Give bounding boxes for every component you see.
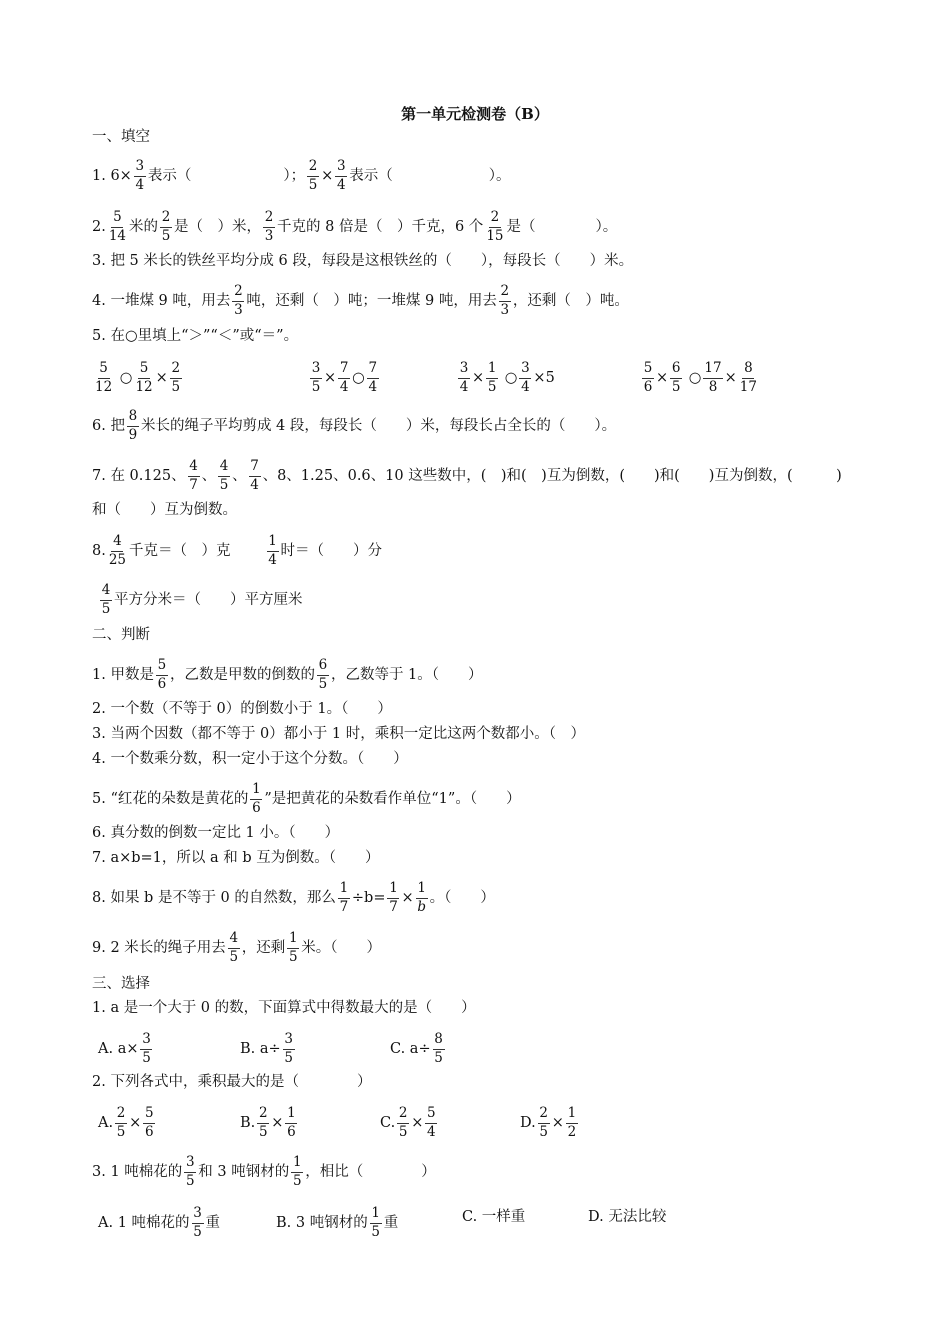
fraction: $\frac{5}{12}$ <box>95 360 113 395</box>
fraction: $\frac{4}{5}$ <box>229 930 239 965</box>
fraction: $\frac{2}{3}$ <box>264 209 274 244</box>
question-1-4: 4. 一堆煤 9 吨，用去 $\frac{2}{3}$ 吨，还剩（ ）吨；一堆煤 9 吨，用去 $\frac{2}{3}$ ，还剩（ ）吨。 <box>92 283 629 318</box>
fraction: $\frac{2}{5}$ <box>161 209 171 244</box>
question-3-3: 3. 1 吨棉花的 $\frac{3}{5}$ 和 3 吨钢材的 $\frac{1}{5}$ ，相比（ ） <box>92 1154 436 1189</box>
fraction: $\frac{4}{5}$ <box>219 458 229 493</box>
compare-item-2: $\frac{3}{5}$ × $\frac{7}{4}$ ○ $\frac{7}{4}$ <box>311 360 378 395</box>
fraction: $\frac{1}{4}$ <box>268 533 277 568</box>
option-3-3-d[interactable]: D. 无法比较 <box>588 1209 667 1225</box>
question-1-3: 3. 把 5 米长的铁丝平均分成 6 段，每段是这根铁丝的（ ），每段长（ ）米。 <box>92 253 634 269</box>
fraction: $\frac{1}{7}$ <box>339 880 349 915</box>
question-3-2: 2. 下列各式中，乘积最大的是（ ） <box>92 1074 372 1090</box>
fraction: $\frac{2}{5}$ <box>258 1105 268 1140</box>
fraction: $\frac{2}{5}$ <box>171 360 181 395</box>
fraction: $\frac{3}{4}$ <box>336 158 346 193</box>
question-1-7-cont: 和（ ）互为倒数。 <box>92 502 237 518</box>
fraction: $\frac{2}{15}$ <box>486 209 504 244</box>
question-1-1: 1. 6× $\frac{3}{4}$ 表示（ ）； $\frac{2}{5}$ × $\frac{3}{4}$ 表示（ ）。 <box>92 158 511 193</box>
option-3-3-b[interactable]: B. 3 吨钢材的 $\frac{1}{5}$ 重 <box>276 1205 399 1240</box>
fraction: $\frac{2}{3}$ <box>234 283 243 318</box>
question-2-3: 3. 当两个因数（都不等于 0）都小于 1 时，乘积一定比这两个数都小。（ ） <box>92 726 585 742</box>
page-title: 第一单元检测卷（B） <box>401 105 549 123</box>
fraction: $\frac{3}{4}$ <box>459 360 469 395</box>
option-3-2-b[interactable]: B. $\frac{2}{5}$ × $\frac{1}{6}$ <box>240 1105 296 1140</box>
fraction: $\frac{1}{5}$ <box>292 1154 302 1189</box>
fraction: $\frac{5}{14}$ <box>108 209 127 244</box>
section-heading-judge: 二、判断 <box>92 627 150 643</box>
section-heading-fill: 一、填空 <box>92 129 150 145</box>
fraction: $\frac{2}{5}$ <box>539 1105 549 1140</box>
fraction: $\frac{1}{2}$ <box>567 1105 577 1140</box>
option-3-1-a[interactable]: A. a× $\frac{3}{5}$ <box>98 1031 151 1066</box>
fraction: $\frac{4}{25}$ <box>108 533 127 568</box>
section-heading-choice: 三、选择 <box>92 976 150 992</box>
fraction: $\frac{4}{7}$ <box>189 458 198 493</box>
fraction: $\frac{3}{5}$ <box>193 1205 202 1240</box>
fraction: $\frac{3}{5}$ <box>142 1031 151 1066</box>
question-2-1: 1. 甲数是 $\frac{5}{6}$ ，乙数是甲数的倒数的 $\frac{6}{5}$ ，乙数等于 1。（ ） <box>92 657 483 692</box>
fraction: $\frac{5}{6}$ <box>144 1105 154 1140</box>
fraction: $\frac{1}{b}$ <box>417 880 426 915</box>
fraction: $\frac{1}{6}$ <box>287 1105 296 1140</box>
question-1-6: 6. 把 $\frac{8}{9}$ 米长的绳子平均剪成 4 段，每段长（ ）米，每段长占全长的（ ）。 <box>92 408 617 443</box>
question-1-2: 2. $\frac{5}{14}$ 米的 $\frac{2}{5}$ 是（ ）米， $\frac{2}{3}$ 千克的 8 倍是（ ）千克，6 个 $\frac{2}{15}$ 是（ ）。 <box>92 209 618 244</box>
fraction: $\frac{2}{3}$ <box>500 283 510 318</box>
fraction: $\frac{5}{4}$ <box>427 1105 436 1140</box>
option-3-1-b[interactable]: B. a÷ $\frac{3}{5}$ <box>240 1031 293 1066</box>
fraction: $\frac{1}{5}$ <box>288 930 298 965</box>
compare-item-1: $\frac{5}{12}$ ○ $\frac{5}{12}$ × $\frac{2}{5}$ <box>95 360 181 395</box>
fraction: $\frac{1}{6}$ <box>252 781 261 816</box>
fraction: $\frac{2}{5}$ <box>116 1105 126 1140</box>
option-3-2-a[interactable]: A. $\frac{2}{5}$ × $\frac{5}{6}$ <box>98 1105 154 1140</box>
fraction: $\frac{2}{5}$ <box>308 158 318 193</box>
compare-item-4: $\frac{5}{6}$ × $\frac{6}{5}$ ○ $\frac{17}{8}$ × $\frac{8}{17}$ <box>643 360 757 395</box>
fraction: $\frac{7}{4}$ <box>339 360 349 395</box>
fraction: $\frac{1}{5}$ <box>371 1205 381 1240</box>
fraction: $\frac{7}{4}$ <box>250 458 259 493</box>
fraction: $\frac{5}{6}$ <box>643 360 653 395</box>
question-2-9: 9. 2 米长的绳子用去 $\frac{4}{5}$ ，还剩 $\frac{1}{5}$ 米。（ ） <box>92 930 382 965</box>
fraction: $\frac{3}{4}$ <box>135 158 145 193</box>
fraction: $\frac{7}{4}$ <box>368 360 378 395</box>
fraction: $\frac{2}{5}$ <box>398 1105 408 1140</box>
question-1-5: 5. 在○里填上“＞”“＜”或“＝”。 <box>92 328 299 344</box>
question-2-4: 4. 一个数乘分数，积一定小于这个分数。（ ） <box>92 751 408 767</box>
question-3-1: 1. a 是一个大于 0 的数，下面算式中得数最大的是（ ） <box>92 1000 476 1016</box>
option-3-1-c[interactable]: C. a÷ $\frac{8}{5}$ <box>390 1031 443 1066</box>
fraction: $\frac{3}{5}$ <box>284 1031 293 1066</box>
compare-circle[interactable]: ○ <box>352 370 365 386</box>
option-3-3-c[interactable]: C. 一样重 <box>462 1209 526 1225</box>
question-1-8-cont: $\frac{4}{5}$ 平方分米＝（ ）平方厘米 <box>101 582 303 617</box>
option-3-2-d[interactable]: D. $\frac{2}{5}$ × $\frac{1}{2}$ <box>520 1105 577 1140</box>
fraction: $\frac{5}{12}$ <box>135 360 153 395</box>
fraction: $\frac{8}{17}$ <box>739 360 757 395</box>
compare-circle[interactable]: ○ <box>688 370 702 386</box>
compare-circle[interactable]: ○ <box>119 370 133 386</box>
compare-item-3: $\frac{3}{4}$ × $\frac{1}{5}$ ○ $\frac{3}{4}$ ×5 <box>459 360 555 395</box>
fraction: $\frac{17}{8}$ <box>704 360 722 395</box>
question-1-7: 7. 在 0.125、 $\frac{4}{7}$ 、 $\frac{4}{5}$ 、 $\frac{7}{4}$ 、8、1.25、0.6、10 这些数中，( )和( )互为倒数，( )和( )互为倒数，( ) <box>92 458 842 493</box>
question-2-2: 2. 一个数（不等于 0）的倒数小于 1。（ ） <box>92 701 392 717</box>
fraction: $\frac{1}{5}$ <box>487 360 497 395</box>
fraction: $\frac{8}{9}$ <box>128 408 138 443</box>
question-2-5: 5. “红花的朵数是黄花的 $\frac{1}{6}$ ”是把黄花的朵数看作单位“1”。（ ） <box>92 781 521 816</box>
fraction: $\frac{4}{5}$ <box>101 582 111 617</box>
fraction: $\frac{3}{5}$ <box>185 1154 195 1189</box>
fraction: $\frac{3}{5}$ <box>311 360 321 395</box>
fraction: $\frac{3}{4}$ <box>521 360 530 395</box>
question-2-6: 6. 真分数的倒数一定比 1 小。（ ） <box>92 825 340 841</box>
compare-circle[interactable]: ○ <box>504 370 518 386</box>
question-2-8: 8. 如果 b 是不等于 0 的自然数，那么 $\frac{1}{7}$ ÷b= $\frac{1}{7}$ × $\frac{1}{b}$ 。（ ） <box>92 880 495 915</box>
fraction: $\frac{8}{5}$ <box>434 1031 443 1066</box>
fraction: $\frac{6}{5}$ <box>318 657 328 692</box>
question-2-7: 7. a×b=1，所以 a 和 b 互为倒数。（ ） <box>92 850 380 866</box>
fraction: $\frac{6}{5}$ <box>671 360 681 395</box>
option-3-3-a[interactable]: A. 1 吨棉花的 $\frac{3}{5}$ 重 <box>98 1205 221 1240</box>
question-1-8: 8. $\frac{4}{25}$ 千克＝（ ）克 $\frac{1}{4}$ 时＝（ ）分 <box>92 533 383 568</box>
option-3-2-c[interactable]: C. $\frac{2}{5}$ × $\frac{5}{4}$ <box>380 1105 436 1140</box>
fraction: $\frac{5}{6}$ <box>157 657 167 692</box>
fraction: $\frac{1}{7}$ <box>389 880 398 915</box>
